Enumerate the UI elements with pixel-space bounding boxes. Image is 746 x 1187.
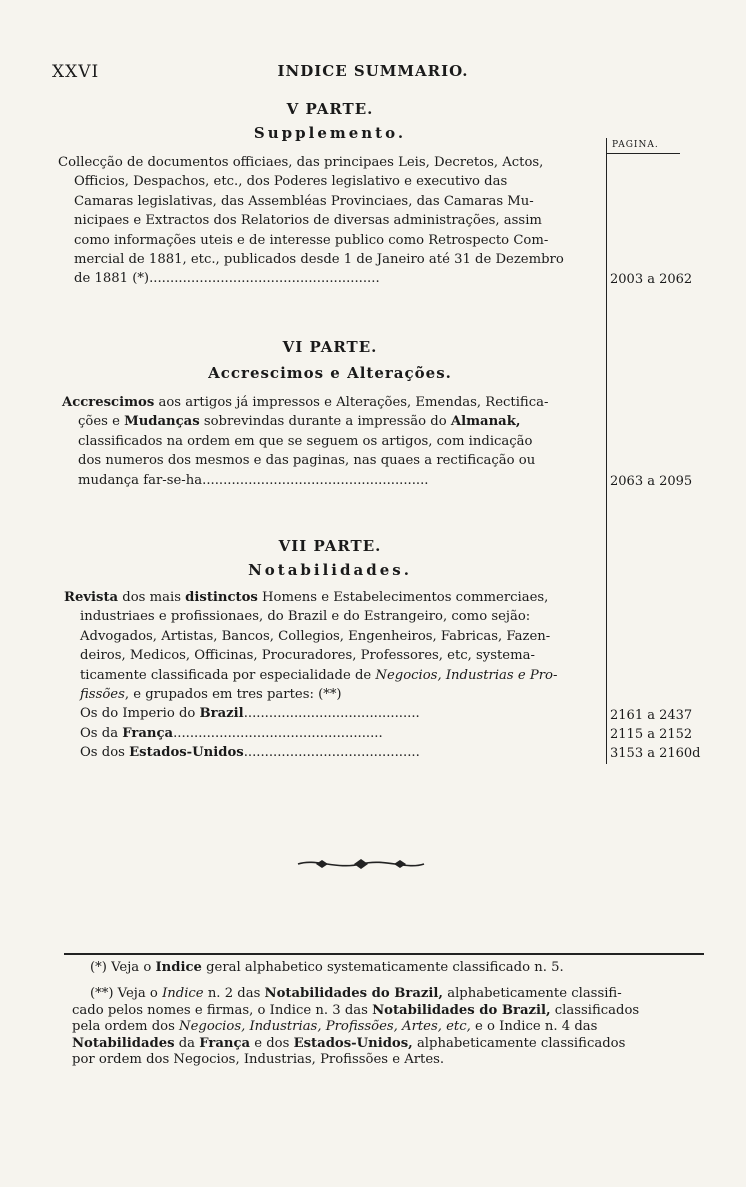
fn2-bold: Notabilidades (72, 1035, 175, 1051)
footnote-2-line (72, 986, 639, 1003)
accrescimos-word: Accrescimos (62, 395, 155, 410)
entry-prefix: Os dos (80, 745, 130, 761)
page-number-roman: XXVI (52, 62, 100, 82)
entry-estados-unidos-pages: 3153 a 2160d (610, 746, 701, 761)
fn2-text: e o Indice n. 4 das (470, 1019, 598, 1035)
fn2-bold: Notabilidades do Brazil, (264, 986, 444, 1001)
entry-brazil-pages: 2161 a 2437 (610, 708, 693, 723)
part6-line: dos numeros dos mesmos e das paginas, nas quaes a rectificação ou (78, 453, 536, 469)
pagina-column-rule (606, 138, 607, 764)
part5-line: Camaras legislativas, das Assembléas Provinciaes, das Camaras Mu- (74, 193, 534, 209)
part5-description (58, 153, 604, 289)
part7-line (64, 588, 606, 607)
part5-line: como informações uteis e de interesse publico como Retrospecto Com- (74, 232, 549, 248)
part7-line5-text: ticamente classificada por especialidade de (80, 667, 376, 683)
footnote-2-line (72, 1036, 639, 1053)
part6-line2-text-a: ções e (78, 414, 125, 430)
part7-line1-text-b: Homens e Estabelecimentos commerciaes, (257, 590, 549, 605)
entry-prefix: Os da (80, 725, 123, 741)
fn2-text: n. 2 das (203, 986, 265, 1001)
fn2-text: da (174, 1035, 200, 1051)
fn2-text: alphabeticamente classificados (412, 1035, 626, 1051)
part6-line: classificados na ordem em que se seguem os artigos, com indicação (78, 433, 533, 449)
ornament-icon (296, 856, 426, 872)
page-title: INDICE SUMMARIO. (277, 62, 469, 80)
part7-description (64, 588, 606, 763)
fn2-text: classificados (550, 1002, 640, 1018)
footnote-1 (90, 960, 564, 976)
entry-estados-unidos (64, 743, 606, 762)
part7-title: VII PARTE. (278, 537, 382, 555)
part5-line: mercial de 1881, etc., publicados desde 1 de Janeiro até 31 de Dezembro (74, 251, 564, 267)
fn2-italic: Indice (162, 986, 204, 1001)
entry-brazil (64, 704, 606, 723)
part6-description (62, 393, 604, 490)
footnote-1-text-a: (*) Veja o (90, 960, 156, 975)
footnote-1-text-b: geral alphabetico systematicamente classificado n. 5. (201, 960, 564, 975)
fn2-text: pela ordem dos (72, 1019, 180, 1035)
pagina-column-label: PAGINA. (612, 140, 659, 150)
entry-country: Brazil (199, 706, 244, 722)
entry-leader-dots: .......................................... (243, 706, 420, 722)
part6-line (62, 393, 604, 412)
footnote-2-line (72, 1019, 639, 1036)
part6-pages: 2063 a 2095 (610, 474, 693, 489)
fn2-bold: Notabilidades do Brazil, (372, 1002, 551, 1018)
footnote-2-line: por ordem dos Negocios, Industrias, Profissões e Artes. (72, 1052, 445, 1068)
entry-franca-pages: 2115 a 2152 (610, 727, 693, 742)
mudancas-word: Mudanças (124, 414, 200, 430)
part7-line1-text-a: dos mais (118, 590, 186, 605)
part7-line: industriaes e profissionaes, do Brazil e do Estrangeiro, como sejão: (80, 609, 531, 625)
entry-prefix: Os do Imperio do (80, 706, 200, 722)
fn2-bold: França (199, 1035, 251, 1051)
part7-line (64, 666, 606, 685)
footnote-2 (72, 986, 639, 1069)
part5-line: Collecção de documentos officiaes, das principaes Leis, Decretos, Actos, (58, 155, 544, 170)
part5-line: Officios, Despachos, etc., dos Poderes legislativo e executivo das (74, 174, 508, 190)
part5-subtitle: Supplemento. (253, 124, 407, 142)
part7-line: Advogados, Artistas, Bancos, Collegios, Engenheiros, Fabricas, Fazen- (80, 628, 551, 644)
part6-line: mudança far-se-ha...................................................... (78, 472, 429, 488)
part7-subtitle: Notabilidades. (248, 561, 412, 579)
pagina-header-rule (606, 153, 680, 154)
part7-line6-text: , e grupados em tres partes: (**) (124, 686, 342, 702)
part7-line (64, 685, 606, 704)
part5-line: nicipaes e Extractos dos Relatorios de diversas administrações, assim (74, 213, 542, 229)
fn2-italic: Negocios, Industrias, Profissões, Artes, etc, (179, 1019, 471, 1035)
part6-line1-text: aos artigos já impressos e Alterações, Emendas, Rectifica- (154, 395, 549, 410)
part7-line5-italic: Negocios, Industrias e Pro- (375, 667, 558, 683)
part6-title: VI PARTE. (282, 338, 378, 356)
footnote-rule (64, 953, 704, 955)
part5-pages: 2003 a 2062 (610, 272, 693, 287)
part6-line (62, 412, 604, 431)
footnote-2-line (72, 1003, 639, 1020)
part5-line: de 1881 (*)....................................................... (74, 271, 380, 287)
part5-title: V PARTE. (286, 100, 374, 118)
part7-line6-italic: fissões (80, 686, 125, 702)
fn2-text: (**) Veja o (90, 986, 163, 1001)
fn2-text: cado pelos nomes e firmas, o Indice n. 3 das (72, 1002, 373, 1018)
fn2-text: alphabeticamente classifi- (443, 986, 622, 1001)
part7-line: deiros, Medicos, Officinas, Procuradores, Professores, etc, systema- (80, 648, 535, 664)
almanak-word: Almanak, (450, 414, 521, 430)
fn2-text: e dos (250, 1035, 294, 1051)
revista-word: Revista (64, 590, 119, 605)
footnote-1-bold: Indice (155, 960, 202, 975)
entry-country: Estados-Unidos (129, 745, 244, 761)
entry-country: França (122, 725, 174, 741)
fn2-bold: Estados-Unidos, (293, 1035, 413, 1051)
part6-subtitle: Accrescimos e Alterações. (208, 364, 452, 382)
part6-line2-text-b: sobrevindas durante a impressão do (199, 414, 451, 430)
entry-leader-dots: .................................................. (173, 725, 383, 741)
distinctos-word: distinctos (185, 590, 258, 605)
entry-leader-dots: .......................................... (243, 745, 420, 761)
entry-franca (64, 724, 606, 743)
